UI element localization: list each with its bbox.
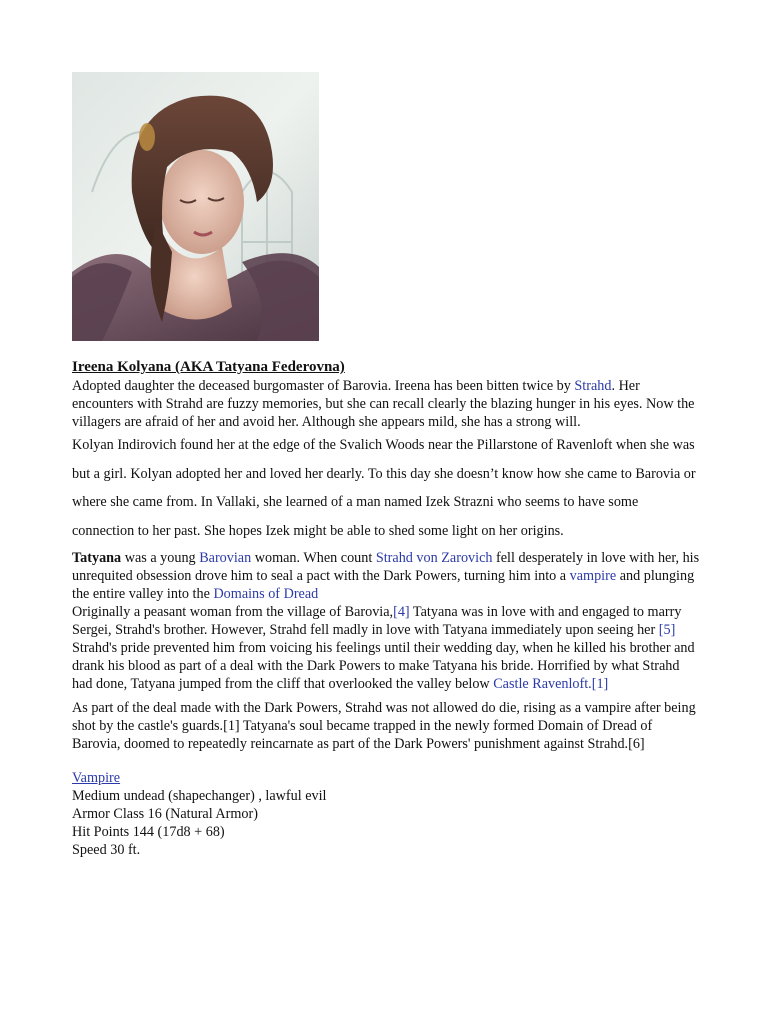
backstory-paragraph: Kolyan Indirovich found her at the edge of the Svalich Woods near the Pillarstone of Ravenloft when she was but a girl. Kolyan adopted her and loved her dearly. To this day she doesn’t know how she came to Barovia or where she came from. In Vallaki, she learned of a man named Izek Strazni who seems to have some connection to her past. She hopes Izek might be able to shed some light on her origins. <box>72 437 696 539</box>
stat-type-line: Medium undead (shapechanger) , lawful evil <box>72 788 327 804</box>
intro-paragraph <box>72 377 702 431</box>
deal-paragraph: As part of the deal made with the Dark Powers, Strahd was not allowed do die, rising as a vampire after being shot by the castle's guards.[1] Tatyana's soul became trapped in the newly formed Domain of Dread of Barovia, doomed to repeatedly reincarnate as part of the Dark Powers' punishment against Strahd.[6] <box>72 700 696 752</box>
page-title: Ireena Kolyana (AKA Tatyana Federovna) <box>72 359 345 375</box>
tatyana-text-6: Tatyana was in love with and engaged to marry Sergei, Strahd's brother. However, Strahd fell madly in love with Tatyana immediately upon seeing her <box>72 604 682 638</box>
tatyana-text-3: fell desperately in love with her, his unrequited obsession drove him to seal a pact with the Dark Powers, turning him into a <box>72 550 700 584</box>
stat-block-title <box>72 769 702 787</box>
stat-speed: Speed 30 ft. <box>72 842 141 858</box>
article <box>72 358 702 859</box>
domains-of-dread-link[interactable]: Domains of Dread <box>213 586 319 602</box>
tatyana-name: Tatyana <box>72 550 122 566</box>
reference-5-link[interactable]: [5] <box>658 622 676 638</box>
strahd-von-zarovich-link[interactable]: Strahd von Zarovich <box>375 550 493 566</box>
tatyana-text-2: woman. When count <box>251 550 376 566</box>
vampire-link[interactable]: vampire <box>569 568 617 584</box>
tatyana-text-1: was a young <box>121 550 200 566</box>
portrait-illustration-icon <box>72 72 319 341</box>
stat-armor-class: Armor Class 16 (Natural Armor) <box>72 806 258 822</box>
tatyana-text-4: and plunging the entire valley into the <box>72 568 695 602</box>
reference-4-link[interactable]: [4] <box>393 604 410 620</box>
tatyana-paragraph <box>72 549 702 693</box>
barovian-link[interactable]: Barovian <box>199 550 252 566</box>
strahd-link[interactable]: Strahd <box>574 378 612 394</box>
intro-text-2: . Her encounters with Strahd are fuzzy memories, but she can recall clearly the blazing hunger in his eyes. Now the villagers are afraid of her and avoid her. Although she appears mild, she has a strong will. <box>72 378 695 430</box>
vampire-statblock-link[interactable]: Vampire <box>72 770 121 786</box>
portrait-image <box>72 72 319 341</box>
tatyana-text-5: Originally a peasant woman from the village of Barovia, <box>72 604 394 620</box>
reference-1-link[interactable]: [1] <box>591 676 609 692</box>
stat-hit-points: Hit Points 144 (17d8 + 68) <box>72 824 225 840</box>
stat-block <box>72 769 702 859</box>
tatyana-text-7: Strahd's pride prevented him from voicing his feelings until their wedding day, when he killed his brother and drank his blood as part of a deal with the Dark Powers to make Tatyana his bride. Horrified by what Strahd had done, Tatyana jumped from the cliff that overlooked the valley below <box>72 640 695 692</box>
intro-text-1: Adopted daughter the deceased burgomaster of Barovia. Ireena has been bitten twice by <box>72 378 575 394</box>
castle-ravenloft-link[interactable]: Castle Ravenloft. <box>493 676 592 692</box>
